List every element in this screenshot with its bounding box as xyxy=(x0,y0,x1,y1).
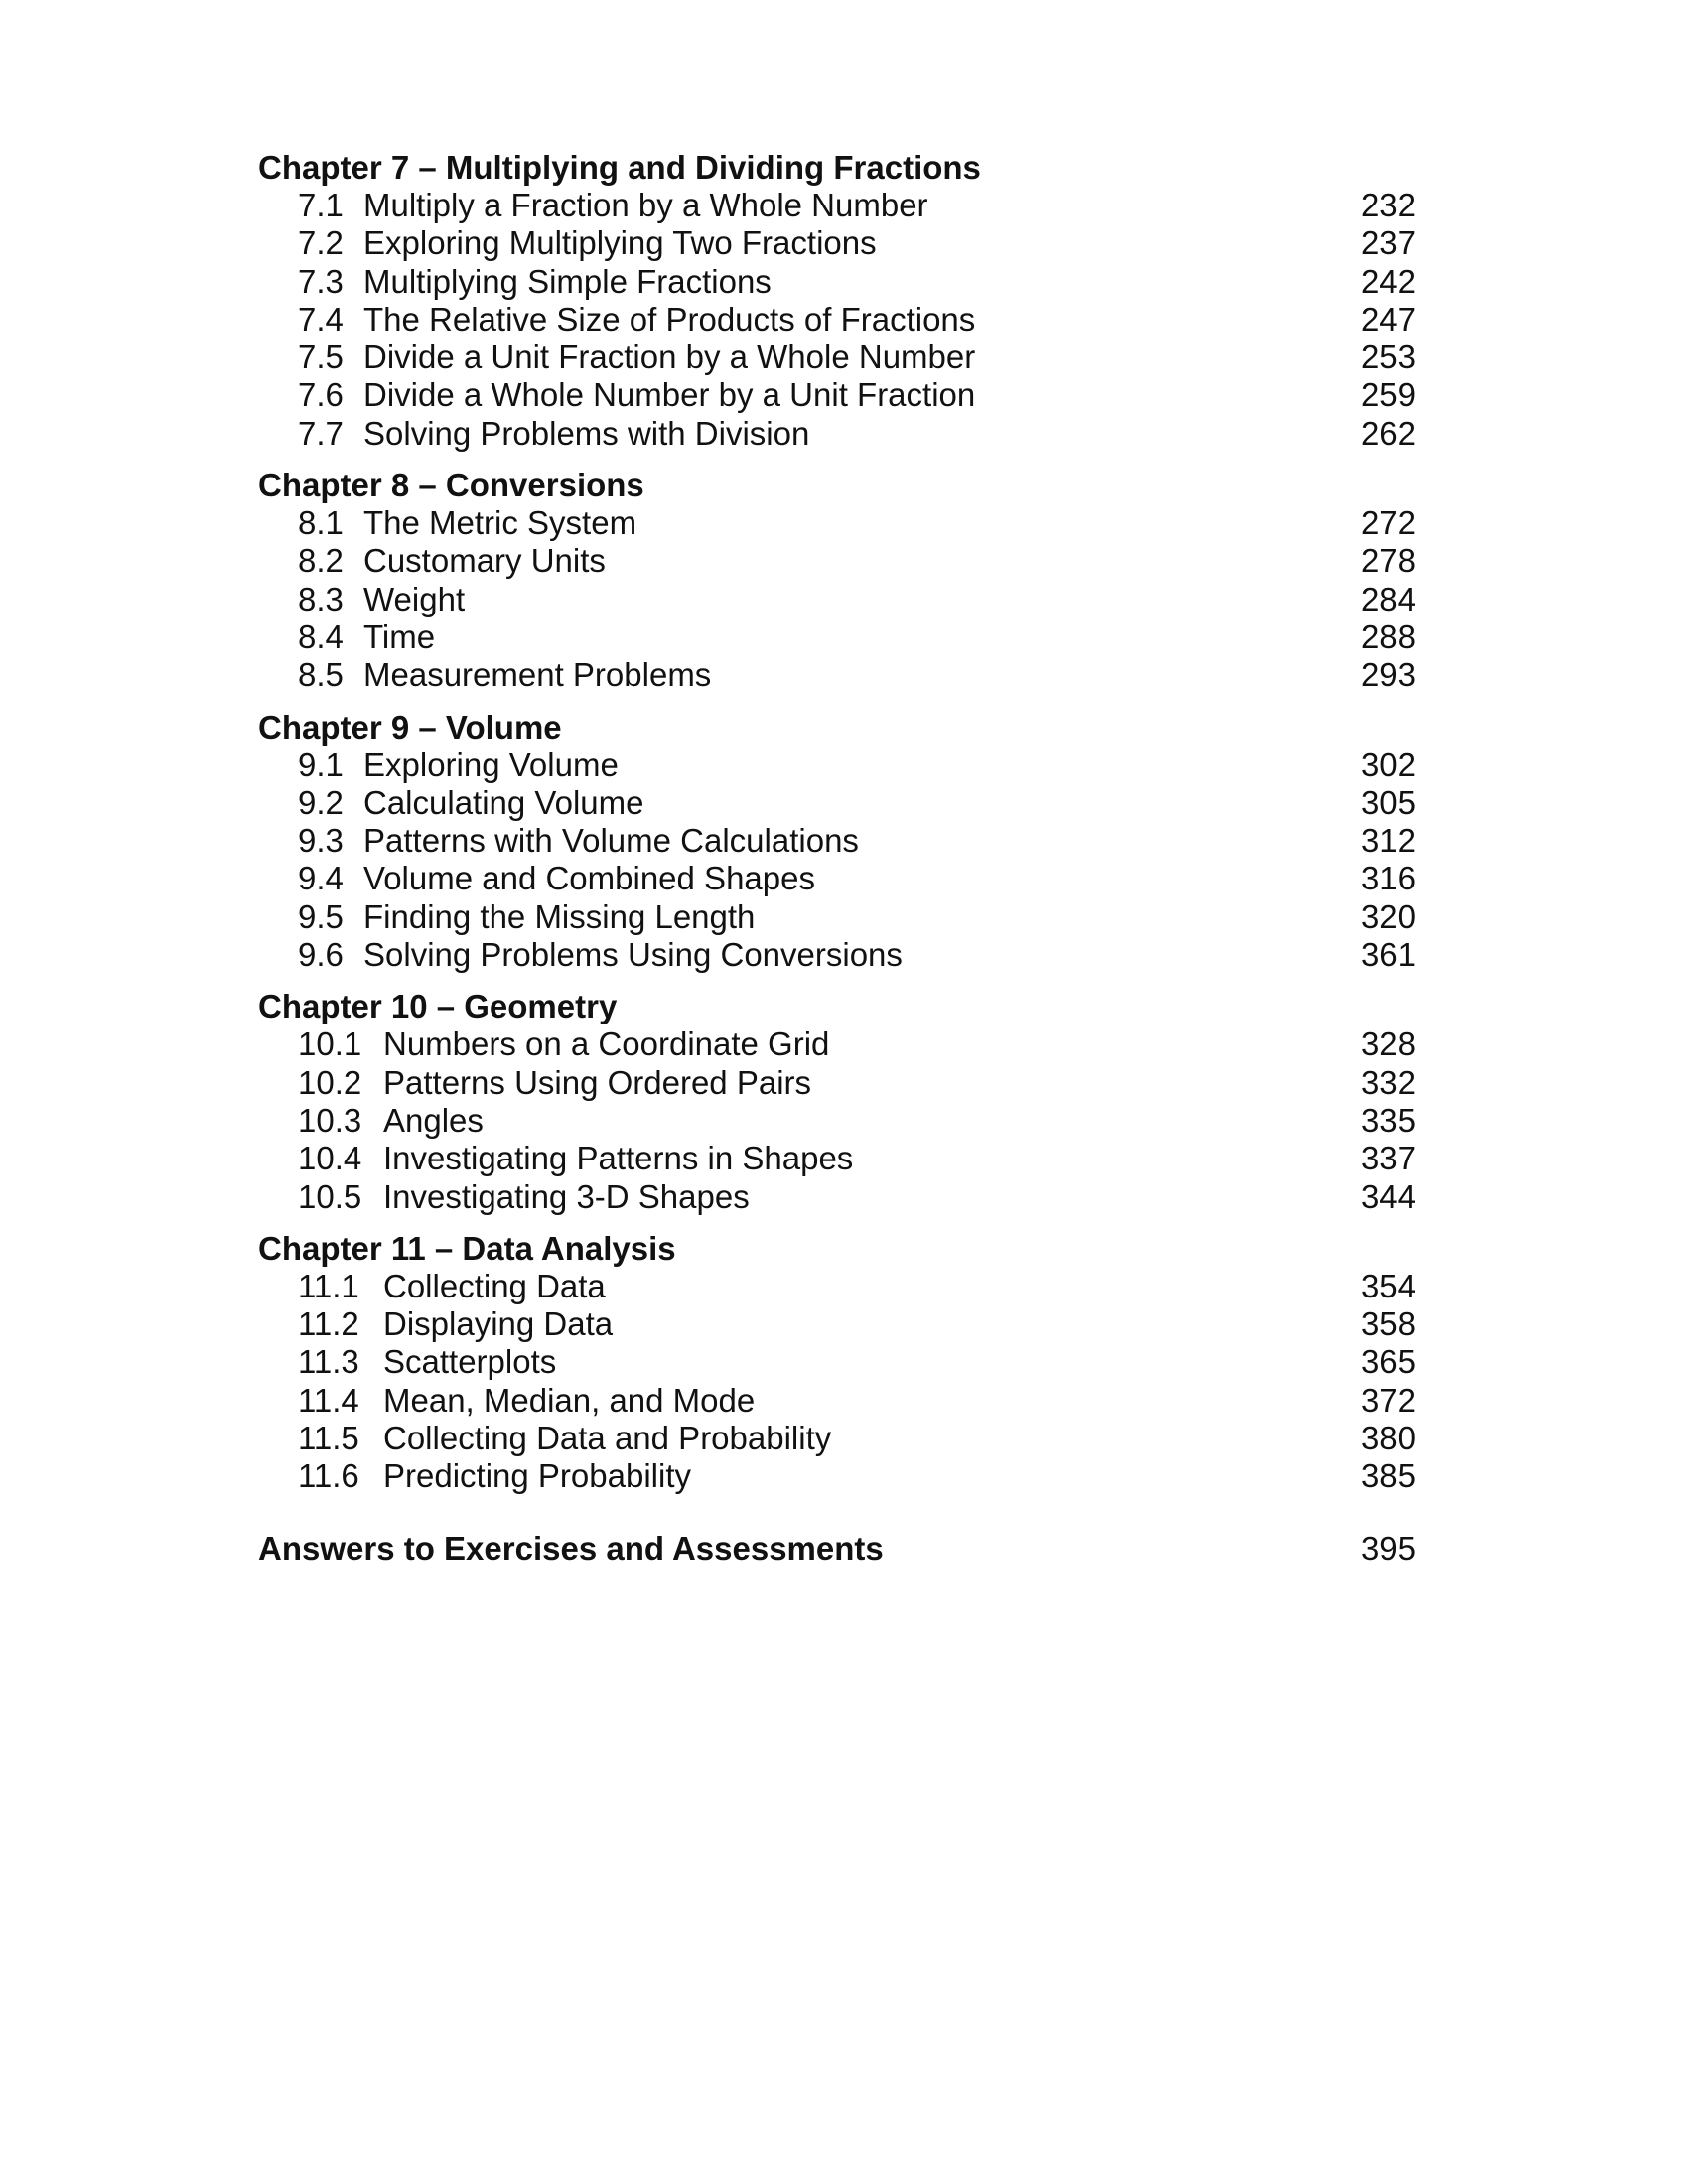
section-title: Displaying Data xyxy=(383,1305,614,1343)
section-number: 11.5 xyxy=(298,1420,359,1457)
section-title: Mean, Median, and Mode xyxy=(383,1381,756,1419)
section-title: Finding the Missing Length xyxy=(363,897,756,935)
section-page-number: 288 xyxy=(1360,617,1416,655)
chapter-title[interactable]: Chapter 10 – Geometry xyxy=(258,988,618,1025)
section-title: Time xyxy=(363,617,436,655)
section-entry[interactable] xyxy=(258,822,1416,860)
section-title: Numbers on a Coordinate Grid xyxy=(383,1025,830,1063)
chapter-block xyxy=(258,988,1416,1215)
section-entry[interactable] xyxy=(258,1382,1416,1420)
section-page-number: 316 xyxy=(1360,860,1416,897)
section-page-number: 344 xyxy=(1360,1177,1416,1215)
section-title: Collecting Data xyxy=(383,1267,606,1304)
section-title: Solving Problems Using Conversions xyxy=(363,936,903,974)
chapter-title[interactable]: Chapter 8 – Conversions xyxy=(258,467,644,504)
section-entry[interactable] xyxy=(258,1064,1416,1102)
section-number: 10.3 xyxy=(298,1101,362,1139)
section-title: Weight xyxy=(363,580,466,617)
section-entry[interactable] xyxy=(258,898,1416,936)
section-page-number: 278 xyxy=(1360,542,1416,580)
section-page-number: 232 xyxy=(1360,187,1416,223)
section-number: 7.2 xyxy=(298,224,344,262)
section-entry[interactable] xyxy=(258,1025,1416,1063)
section-title: Volume and Combined Shapes xyxy=(363,860,815,897)
section-entry[interactable] xyxy=(258,784,1416,822)
section-page-number: 337 xyxy=(1360,1140,1416,1177)
section-title: Patterns Using Ordered Pairs xyxy=(383,1063,812,1101)
section-title: Divide a Whole Number by a Unit Fraction xyxy=(363,376,976,414)
section-entry[interactable] xyxy=(258,747,1416,784)
section-number: 9.1 xyxy=(298,746,344,783)
section-page-number: 372 xyxy=(1360,1381,1416,1419)
section-page-number: 305 xyxy=(1360,783,1416,821)
section-entry[interactable] xyxy=(258,1420,1416,1457)
section-page-number: 272 xyxy=(1360,504,1416,542)
section-entry[interactable] xyxy=(258,263,1416,301)
section-title: Multiply a Fraction by a Whole Number xyxy=(363,187,928,223)
answers-page: 395 xyxy=(1360,1529,1416,1567)
section-page-number: 354 xyxy=(1360,1267,1416,1304)
section-page-number: 365 xyxy=(1360,1343,1416,1381)
section-number: 9.6 xyxy=(298,936,344,974)
section-entry[interactable] xyxy=(258,376,1416,414)
section-number: 10.1 xyxy=(298,1025,362,1063)
section-title: Angles xyxy=(383,1101,484,1139)
section-number: 7.7 xyxy=(298,414,344,452)
table-of-contents xyxy=(258,149,1416,1568)
section-title: Exploring Volume xyxy=(363,746,619,783)
section-entry[interactable] xyxy=(258,301,1416,339)
section-page-number: 247 xyxy=(1360,300,1416,338)
section-entry[interactable] xyxy=(258,224,1416,262)
section-entry[interactable] xyxy=(258,504,1416,542)
section-number: 10.4 xyxy=(298,1140,362,1177)
section-title: Patterns with Volume Calculations xyxy=(363,822,859,860)
section-page-number: 293 xyxy=(1360,656,1416,694)
chapter-title[interactable]: Chapter 7 – Multiplying and Dividing Fractions xyxy=(258,149,981,186)
section-number: 11.3 xyxy=(298,1343,359,1381)
section-page-number: 284 xyxy=(1360,580,1416,617)
section-number: 8.1 xyxy=(298,504,344,542)
section-page-number: 320 xyxy=(1360,897,1416,935)
section-entry[interactable] xyxy=(258,415,1416,453)
section-entry[interactable] xyxy=(258,1178,1416,1216)
section-number: 8.4 xyxy=(298,617,344,655)
section-number: 9.3 xyxy=(298,822,344,860)
section-number: 7.6 xyxy=(298,376,344,414)
section-title: Customary Units xyxy=(363,542,606,580)
section-title: Exploring Multiplying Two Fractions xyxy=(363,224,877,262)
chapter-title[interactable]: Chapter 11 – Data Analysis xyxy=(258,1229,676,1267)
section-page-number: 380 xyxy=(1360,1420,1416,1457)
section-number: 8.5 xyxy=(298,656,344,694)
section-entry[interactable] xyxy=(258,1140,1416,1177)
section-title: Investigating Patterns in Shapes xyxy=(383,1140,854,1177)
section-page-number: 312 xyxy=(1360,822,1416,860)
section-page-number: 237 xyxy=(1360,224,1416,262)
section-entry[interactable] xyxy=(258,187,1416,224)
section-page-number: 262 xyxy=(1360,414,1416,452)
section-page-number: 358 xyxy=(1360,1305,1416,1343)
section-page-number: 259 xyxy=(1360,376,1416,414)
section-entry[interactable] xyxy=(258,339,1416,376)
section-title: Collecting Data and Probability xyxy=(383,1420,832,1457)
section-title: Calculating Volume xyxy=(363,783,644,821)
answers-title: Answers to Exercises and Assessments xyxy=(258,1529,884,1567)
section-title: Scatterplots xyxy=(383,1343,557,1381)
section-number: 11.2 xyxy=(298,1305,359,1343)
section-entry[interactable] xyxy=(258,656,1416,694)
section-number: 7.4 xyxy=(298,300,344,338)
section-number: 7.3 xyxy=(298,262,344,300)
chapter-block xyxy=(258,709,1416,975)
section-title: Divide a Unit Fraction by a Whole Number xyxy=(363,339,976,376)
section-entry[interactable] xyxy=(258,1102,1416,1140)
section-entry[interactable] xyxy=(258,1268,1416,1305)
section-page-number: 385 xyxy=(1360,1457,1416,1495)
section-page-number: 335 xyxy=(1360,1101,1416,1139)
section-number: 9.5 xyxy=(298,897,344,935)
section-number: 8.2 xyxy=(298,542,344,580)
section-entry[interactable] xyxy=(258,1457,1416,1495)
section-number: 11.6 xyxy=(298,1457,359,1495)
section-page-number: 328 xyxy=(1360,1025,1416,1063)
section-page-number: 361 xyxy=(1360,936,1416,974)
section-number: 10.2 xyxy=(298,1063,362,1101)
section-entry[interactable] xyxy=(258,1305,1416,1343)
section-title: Solving Problems with Division xyxy=(363,414,810,452)
chapter-title[interactable]: Chapter 9 – Volume xyxy=(258,708,562,746)
section-entry[interactable] xyxy=(258,618,1416,656)
section-number: 9.4 xyxy=(298,860,344,897)
section-title: Predicting Probability xyxy=(383,1457,691,1495)
section-page-number: 332 xyxy=(1360,1063,1416,1101)
section-number: 11.4 xyxy=(298,1381,359,1419)
section-title: The Relative Size of Products of Fractions xyxy=(363,300,976,338)
section-title: Measurement Problems xyxy=(363,656,712,694)
section-entry[interactable] xyxy=(258,860,1416,897)
section-number: 8.3 xyxy=(298,580,344,617)
section-page-number: 242 xyxy=(1360,262,1416,300)
answers-entry[interactable] xyxy=(258,1530,1416,1568)
section-page-number: 253 xyxy=(1360,339,1416,376)
section-entry[interactable] xyxy=(258,581,1416,618)
section-number: 7.5 xyxy=(298,339,344,376)
section-title: Investigating 3-D Shapes xyxy=(383,1177,750,1215)
section-entry[interactable] xyxy=(258,542,1416,580)
chapter-list xyxy=(258,149,1416,1496)
section-entry[interactable] xyxy=(258,1343,1416,1381)
section-page-number: 302 xyxy=(1360,746,1416,783)
section-title: Multiplying Simple Fractions xyxy=(363,262,772,300)
section-number: 7.1 xyxy=(298,187,344,223)
section-number: 10.5 xyxy=(298,1177,362,1215)
section-number: 9.2 xyxy=(298,783,344,821)
chapter-block xyxy=(258,1230,1416,1496)
section-entry[interactable] xyxy=(258,936,1416,974)
section-number: 11.1 xyxy=(298,1267,359,1304)
section-title: The Metric System xyxy=(363,504,637,542)
chapter-block xyxy=(258,467,1416,694)
chapter-block xyxy=(258,149,1416,453)
